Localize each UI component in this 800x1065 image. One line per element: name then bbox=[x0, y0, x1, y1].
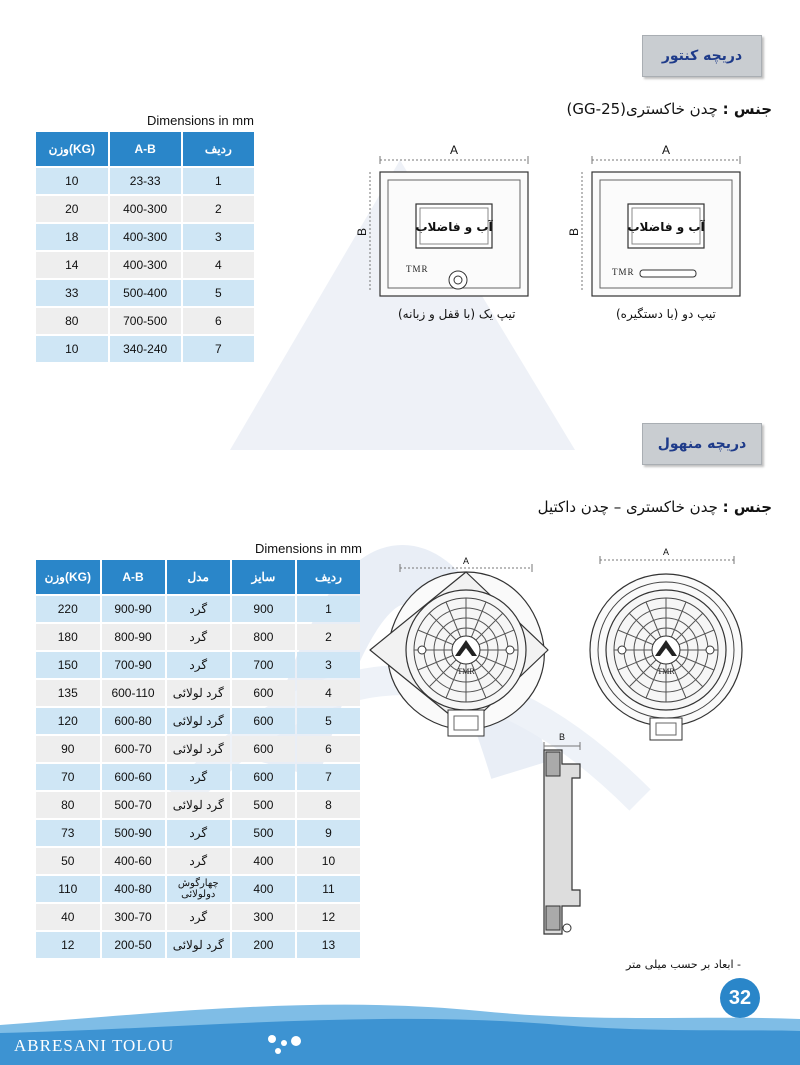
manhole-section-title: دریچه منهول bbox=[657, 436, 747, 452]
table-row bbox=[36, 708, 360, 734]
cell-size: 900 bbox=[232, 596, 295, 622]
cell-row: 4 bbox=[183, 252, 254, 278]
cell-model: گرد لولائی bbox=[167, 680, 230, 706]
table-row bbox=[36, 904, 360, 930]
cell-ab: 500-70 bbox=[102, 792, 165, 818]
cell-weight: 150 bbox=[36, 652, 100, 678]
cell-ab: 500-90 bbox=[102, 820, 165, 846]
dim-a-label: A bbox=[449, 143, 459, 157]
dim-b-label: B bbox=[558, 732, 566, 742]
manhole-material bbox=[538, 498, 772, 516]
cell-row: 5 bbox=[297, 708, 360, 734]
footnote: - ابعاد بر حسب میلی متر bbox=[626, 958, 741, 971]
cell-weight: 120 bbox=[36, 708, 100, 734]
cell-row: 3 bbox=[297, 652, 360, 678]
cell-size: 600 bbox=[232, 764, 295, 790]
cell-weight: 18 bbox=[36, 224, 108, 250]
cell-row: 1 bbox=[183, 168, 254, 194]
cell-size: 400 bbox=[232, 848, 295, 874]
table-row bbox=[36, 876, 360, 902]
cell-row: 7 bbox=[297, 764, 360, 790]
dim-a-label: A bbox=[462, 556, 470, 566]
cell-ab: 400-60 bbox=[102, 848, 165, 874]
plate-text: آب و فاضلاب bbox=[627, 220, 705, 234]
cell-row: 11 bbox=[297, 876, 360, 902]
cell-ab: 600-110 bbox=[102, 680, 165, 706]
cell-weight: 110 bbox=[36, 876, 100, 902]
material-label: جنس : bbox=[722, 498, 772, 516]
cell-model: گرد bbox=[167, 820, 230, 846]
maker-mark: TMR bbox=[406, 264, 429, 274]
manhole-drawings bbox=[362, 547, 762, 945]
page-number: 32 bbox=[720, 978, 760, 1018]
manhole-section-tag bbox=[642, 423, 762, 465]
cell-row: 12 bbox=[297, 904, 360, 930]
cell-model: گرد لولائی bbox=[167, 736, 230, 762]
cell-model: چهارگوش دولولائی bbox=[167, 876, 230, 902]
cell-ab: 400-300 bbox=[110, 196, 181, 222]
material-value: چدن خاکستری – چدن داکتیل bbox=[537, 498, 718, 516]
header-row: ردیف bbox=[183, 132, 254, 166]
cell-ab: 400-300 bbox=[110, 224, 181, 250]
cell-ab: 600-70 bbox=[102, 736, 165, 762]
cell-model: گرد bbox=[167, 764, 230, 790]
cell-model: گرد bbox=[167, 624, 230, 650]
cell-row: 13 bbox=[297, 932, 360, 958]
cell-weight: 180 bbox=[36, 624, 100, 650]
cell-weight: 50 bbox=[36, 848, 100, 874]
cell-model: گرد bbox=[167, 848, 230, 874]
cell-ab: 600-60 bbox=[102, 764, 165, 790]
cell-ab: 700-500 bbox=[110, 308, 181, 334]
cell-size: 300 bbox=[232, 904, 295, 930]
dim-a-label: A bbox=[662, 547, 670, 557]
header-ab: A-B bbox=[110, 132, 181, 166]
header-weight: وزن(KG) bbox=[36, 560, 100, 594]
plate-text: آب و فاضلاب bbox=[415, 220, 493, 234]
cell-size: 600 bbox=[232, 680, 295, 706]
cell-weight: 10 bbox=[36, 336, 108, 362]
cell-size: 600 bbox=[232, 736, 295, 762]
dim-a-label: A bbox=[661, 143, 671, 157]
cell-weight: 80 bbox=[36, 792, 100, 818]
header-size: سایز bbox=[232, 560, 295, 594]
table-row bbox=[36, 252, 254, 278]
brand-name: ABRESANI TOLOU bbox=[14, 1036, 175, 1055]
table-row bbox=[36, 280, 254, 306]
cell-row: 8 bbox=[297, 792, 360, 818]
cell-size: 500 bbox=[232, 792, 295, 818]
header-model: مدل bbox=[167, 560, 230, 594]
table-row bbox=[36, 308, 254, 334]
cell-weight: 220 bbox=[36, 596, 100, 622]
cell-weight: 73 bbox=[36, 820, 100, 846]
cell-row: 4 bbox=[297, 680, 360, 706]
cell-model: گرد لولائی bbox=[167, 932, 230, 958]
table-row bbox=[36, 652, 360, 678]
material-value: چدن خاکستری(GG-25) bbox=[566, 100, 718, 118]
cell-weight: 14 bbox=[36, 252, 108, 278]
cell-ab: 600-80 bbox=[102, 708, 165, 734]
table-row bbox=[36, 624, 360, 650]
manhole-spec-table bbox=[34, 558, 362, 960]
cell-ab: 300-70 bbox=[102, 904, 165, 930]
cell-ab: 23-33 bbox=[110, 168, 181, 194]
cell-model: گرد bbox=[167, 904, 230, 930]
cell-weight: 20 bbox=[36, 196, 108, 222]
meter-box-section-tag bbox=[642, 35, 762, 77]
table-row bbox=[36, 224, 254, 250]
meter-box-type-two-drawing bbox=[567, 140, 760, 305]
cell-row: 10 bbox=[297, 848, 360, 874]
cell-ab: 400-300 bbox=[110, 252, 181, 278]
cell-row: 2 bbox=[297, 624, 360, 650]
header-row: ردیف bbox=[297, 560, 360, 594]
header-weight: وزن(KG) bbox=[36, 132, 108, 166]
meter-box-section-title: دریچه کنتور bbox=[661, 48, 743, 64]
cell-ab: 800-90 bbox=[102, 624, 165, 650]
cell-size: 600 bbox=[232, 708, 295, 734]
meter-box-type-one-caption: تیپ یک (با قفل و زبانه) bbox=[398, 307, 516, 321]
meter-box-type-one-drawing bbox=[355, 140, 548, 305]
maker-mark: TMR bbox=[657, 667, 675, 676]
cell-row: 9 bbox=[297, 820, 360, 846]
cell-model: گرد لولائی bbox=[167, 708, 230, 734]
dim-b-label: B bbox=[567, 227, 581, 237]
table-row bbox=[36, 168, 254, 194]
dimensions-label: Dimensions in mm bbox=[255, 541, 362, 556]
cell-size: 800 bbox=[232, 624, 295, 650]
cell-weight: 33 bbox=[36, 280, 108, 306]
cell-ab: 900-90 bbox=[102, 596, 165, 622]
meter-box-spec-table bbox=[34, 130, 256, 364]
header-ab: A-B bbox=[102, 560, 165, 594]
cell-row: 2 bbox=[183, 196, 254, 222]
maker-mark: TMR bbox=[457, 667, 475, 676]
cell-size: 200 bbox=[232, 932, 295, 958]
cell-row: 1 bbox=[297, 596, 360, 622]
table-row bbox=[36, 792, 360, 818]
table-row bbox=[36, 680, 360, 706]
table-row bbox=[36, 932, 360, 958]
meter-box-type-two-caption: تیپ دو (با دستگیره) bbox=[616, 307, 716, 321]
table-row bbox=[36, 596, 360, 622]
cell-row: 3 bbox=[183, 224, 254, 250]
cell-row: 7 bbox=[183, 336, 254, 362]
cell-row: 6 bbox=[297, 736, 360, 762]
cell-weight: 40 bbox=[36, 904, 100, 930]
cell-row: 6 bbox=[183, 308, 254, 334]
cell-weight: 135 bbox=[36, 680, 100, 706]
material-label: جنس : bbox=[722, 100, 772, 118]
cell-model: گرد bbox=[167, 652, 230, 678]
cell-ab: 340-240 bbox=[110, 336, 181, 362]
table-row bbox=[36, 848, 360, 874]
table-row bbox=[36, 820, 360, 846]
cell-size: 400 bbox=[232, 876, 295, 902]
cell-weight: 70 bbox=[36, 764, 100, 790]
cell-ab: 700-90 bbox=[102, 652, 165, 678]
maker-mark: TMR bbox=[612, 267, 635, 277]
table-header-row bbox=[36, 560, 360, 594]
cell-model: گرد bbox=[167, 596, 230, 622]
cell-ab: 200-50 bbox=[102, 932, 165, 958]
table-row bbox=[36, 196, 254, 222]
table-row bbox=[36, 736, 360, 762]
cell-weight: 90 bbox=[36, 736, 100, 762]
cell-weight: 80 bbox=[36, 308, 108, 334]
table-row bbox=[36, 764, 360, 790]
cell-ab: 400-80 bbox=[102, 876, 165, 902]
table-header-row bbox=[36, 132, 254, 166]
meter-box-material bbox=[567, 100, 772, 118]
table-row bbox=[36, 336, 254, 362]
dimensions-label: Dimensions in mm bbox=[147, 113, 254, 128]
cell-weight: 10 bbox=[36, 168, 108, 194]
cell-model: گرد لولائی bbox=[167, 792, 230, 818]
cell-size: 500 bbox=[232, 820, 295, 846]
cell-row: 5 bbox=[183, 280, 254, 306]
dim-b-label: B bbox=[355, 227, 369, 237]
cell-weight: 12 bbox=[36, 932, 100, 958]
cell-size: 700 bbox=[232, 652, 295, 678]
cell-ab: 500-400 bbox=[110, 280, 181, 306]
